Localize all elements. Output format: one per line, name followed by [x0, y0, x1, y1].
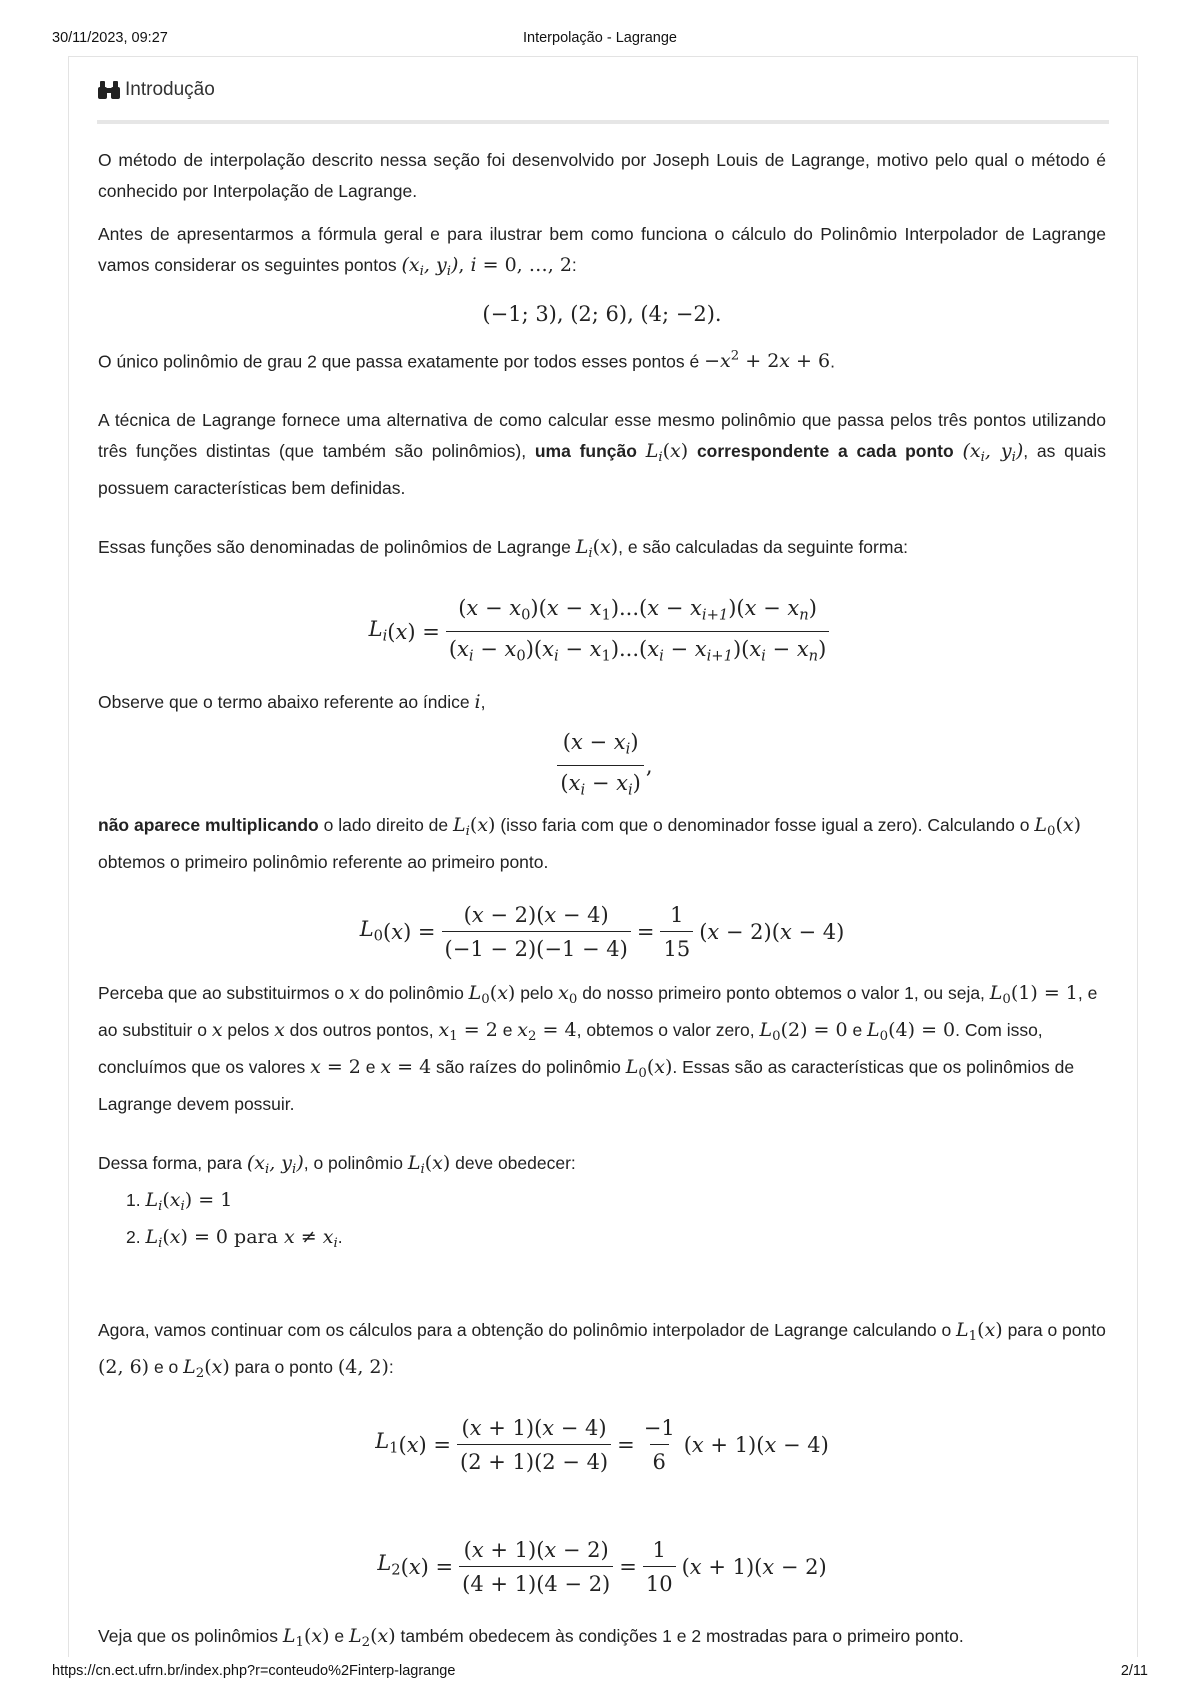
card-title: Introdução [125, 79, 215, 100]
binoculars-icon [97, 80, 121, 100]
paragraph-not-multiplying: não aparece multiplicando o lado direito de $L_i(x)$ (isso faria com que o denominador fosse igual a zero). Calculando o $L_0(x)$ obtemos o primeiro polinômio referente ao primeiro ponto. [98, 814, 1082, 873]
paragraph-intro: O método de interpolação descrito nessa seção foi desenvolvido por Joseph Louis de Lagrange, motivo pelo qual o método é conhecido por Interpolação de Lagrange. [98, 150, 1106, 201]
print-page-number: 2/11 [1120, 1663, 1148, 1679]
condition-1: 1. $L_i(x_i) = 1$ [126, 1189, 233, 1215]
polynomial-expression: $-x^2 + 2x + 6$ [704, 348, 831, 373]
condition-2: 2. $L_i(x) = 0$ para $x \ne x_i$. [126, 1226, 343, 1252]
points-definition: ($x_i$, $y_i$), i = 0, …, 2 [401, 254, 572, 279]
equation-general-Li: $L_i$ ( x ) = $\frac{(x - x_0)(x - x_1)...(x - x_{i+1})(x - x_n)}{(x_i - x_0)(x_i - x_1)...(x_i - x_{i+1})(x_i - x_n)}$ [98, 577, 1106, 687]
paragraph-L1-L2-conditions: Veja que os polinômios $L_1(x)$ e $L_2(x)$ também obedecem às condições 1 e 2 mostradas para o primeiro ponto. [98, 1625, 964, 1651]
paragraph-index-term: Observe que o termo abaixo referente ao índice i, [98, 691, 486, 714]
card-divider [97, 120, 1109, 124]
paragraph-conditions-intro: Dessa forma, para ($x_i$, $y_i$), o polinômio $L_i(x)$ deve obedecer: [98, 1152, 576, 1178]
equation-L1: $L_1$ ( x ) = $\frac{(x + 1)(x - 4)}{(2 + 1)(2 - 4)}$ = $\frac{-1}{6}$ (x + 1)(x − 4) [375, 1416, 829, 1475]
equation-L2: $L_2$ ( x ) = $\frac{(x + 1)(x - 2)}{(4 + 1)(4 - 2)}$ = $\frac{1}{10}$ (x + 1)(x − 2) [377, 1538, 827, 1597]
equation-L0: $L_0$ ( x ) = $\frac{(x - 2)(x - 4)}{(-1 - 2)(-1 - 4)}$ = $\frac{1}{15}$ (x − 2)(x − 4) [359, 903, 845, 962]
paragraph-points: Antes de apresentarmos a fórmula geral e para ilustrar bem como funciona o cálculo do Polinômio Interpolador de Lagrange vamos considerar os seguintes pontos ($x_i$, $y_i$), i = 0, …, 2: [98, 224, 1106, 279]
paragraph-unique-polynomial: O único polinômio de grau 2 que passa exatamente por todos esses pontos é $-x^2 + 2x + 6$. [98, 348, 835, 373]
print-datetime: 30/11/2023, 09:27 [52, 30, 168, 46]
paragraph-technique: A técnica de Lagrange fornece uma alternativa de como calcular esse mesmo polinômio que passa pelos três pontos utilizando três funções distintas (que também são polinômios), uma função $L_i(x)$ correspondente a cada ponto ($x_i$, $y_i$), as quais possuem características bem definidas. [98, 410, 1106, 499]
paragraph-continue: Agora, vamos continuar com os cálculos para a obtenção do polinômio interpolador de Lagrange calculando o $L_1(x)$ para o ponto (2, 6) e o $L_2(x)$ para o ponto (4, 2): [98, 1319, 1106, 1382]
article-body [98, 145, 1106, 1657]
equation-index-term: $\frac{(x - x_i)}{(x_i - x_i)}$ , [98, 722, 1106, 810]
print-page-title: Interpolação - Lagrange [523, 30, 677, 46]
print-url: https://cn.ect.ufrn.br/index.php?r=conteudo%2Finterp-lagrange [52, 1663, 456, 1679]
equation-points: (−1; 3), (2; 6), (4; −2). [482, 302, 722, 327]
card-header [97, 79, 215, 101]
paragraph-L0-properties: Perceba que ao substituirmos o x do polinômio $L_0(x)$ pelo $x_0$ do nosso primeiro ponto obtemos o valor 1, ou seja, $L_0(1) = 1$, e ao substituir o x pelos x dos outros pontos, $x_1 = 2$ e $x_2 = 4$, obtemos o valor zero, $L_0(2) = 0$ e $L_0(4) = 0$. Com isso, concluímos que os valores x = 2 e x = 4 são raízes do polinômio $L_0(x)$. Essas são as características que os polinômios de Lagrange devem possuir. [98, 982, 1098, 1115]
paragraph-lagrange-definition: Essas funções são denominadas de polinômios de Lagrange $L_i(x)$, e são calculadas da seguinte forma: [98, 536, 909, 562]
conditions-list [98, 1185, 1106, 1259]
content-card [68, 56, 1138, 1657]
